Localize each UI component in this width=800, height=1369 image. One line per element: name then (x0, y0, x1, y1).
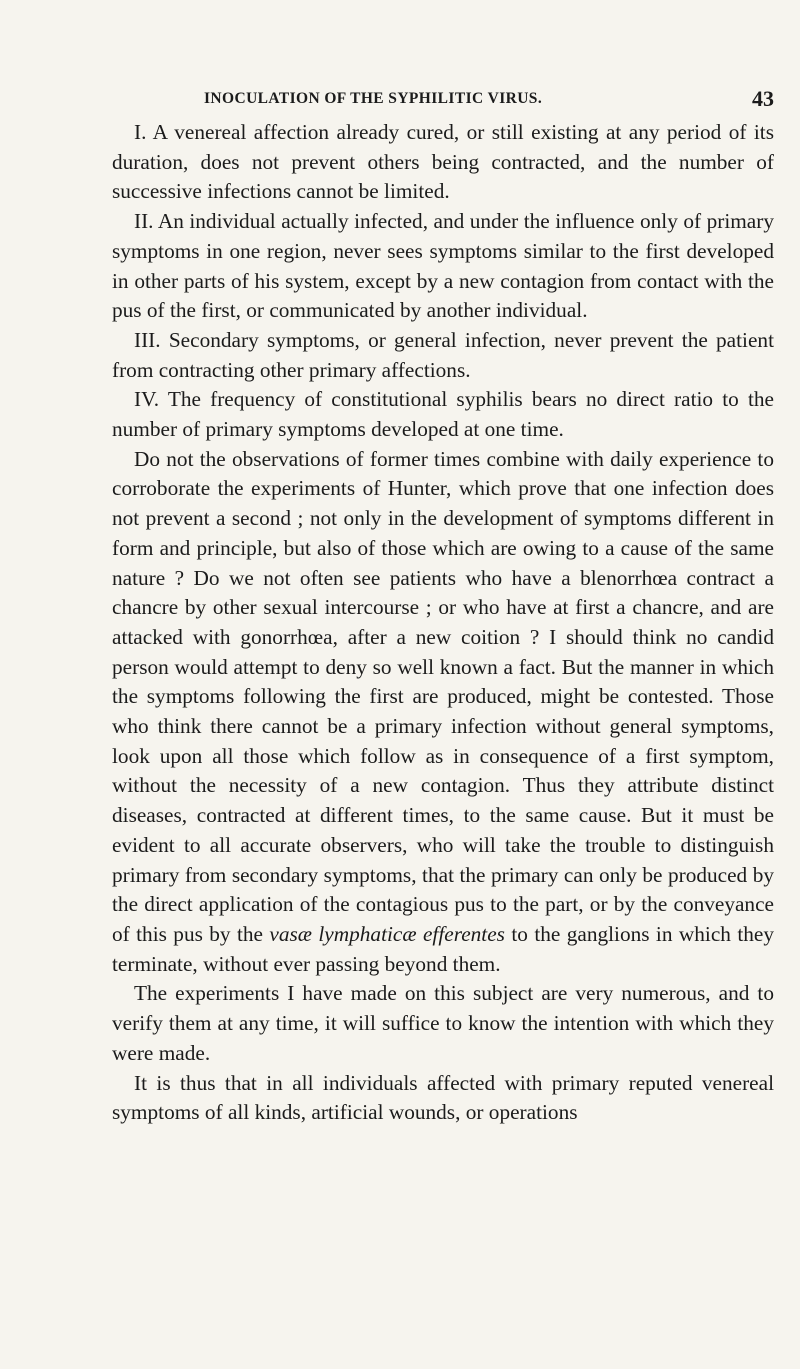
body-text (112, 118, 774, 1128)
discussion-text-end: to the ganglions in which they terminate, without ever passing beyond them. (112, 921, 774, 976)
running-head (112, 86, 774, 112)
paragraph-i: I. A venereal affection already cured, or still existing at any period of its duration, does not prevent others being contracted, and the number of successive infections cannot be limited. (112, 120, 774, 204)
paragraph-ii: II. An individual actually infected, and under the influence only of primary symptoms in one region, never sees symptoms similar to the first developed in other parts of his system, except by a new contagion from contact with the pus of the first, or communicated by another individual. (112, 209, 774, 323)
paragraph-final: It is thus that in all individuals affected with primary reputed venereal symptoms of all kinds, artificial wounds, or operations (112, 1070, 774, 1125)
paragraph-iii: III. Secondary symptoms, or general infection, never prevent the patient from contracting other primary affections. (112, 327, 774, 382)
paragraph-iv: IV. The frequency of constitutional syphilis bears no direct ratio to the number of primary symptoms developed at one time. (112, 387, 774, 442)
paragraph-experiments: The experiments I have made on this subject are very numerous, and to verify them at any time, it will suffice to know the intention with which they were made. (112, 981, 774, 1065)
discussion-text: Do not the observations of former times combine with daily experience to corroborate the experiments of Hunter, which prove that one infection does not prevent a second ; not only in the development of symptoms different in form and principle, but also of those which are owing to a cause of the same nature ? Do we not often see patients who have a blenorrhœa contract a chancre by other sexual intercourse ; or who have at first a chancre, and are attacked with gonorrhœa, after a new coition ? I should think no candid person would attempt to deny so well known a fact. But the manner in which the symptoms following the first are produced, might be contested. Those who think there cannot be a primary infection without general symptoms, look upon all those which follow as in consequence of a first symptom, without the necessity of a new contagion. Thus they attribute distinct diseases, contracted at different times, to the same cause. But it must be evident to all accurate observers, who will take the trouble to distinguish primary from secondary symptoms, that the primary can only be produced by the direct application of the contagious pus to the part, or by the conveyance of this pus by the (112, 446, 774, 946)
latin-term: vasæ lymphaticæ efferentes (269, 921, 505, 946)
running-title: INOCULATION OF THE SYPHILITIC VIRUS. (204, 90, 543, 107)
paragraph-discussion (112, 445, 774, 980)
page-number: 43 (752, 86, 774, 111)
